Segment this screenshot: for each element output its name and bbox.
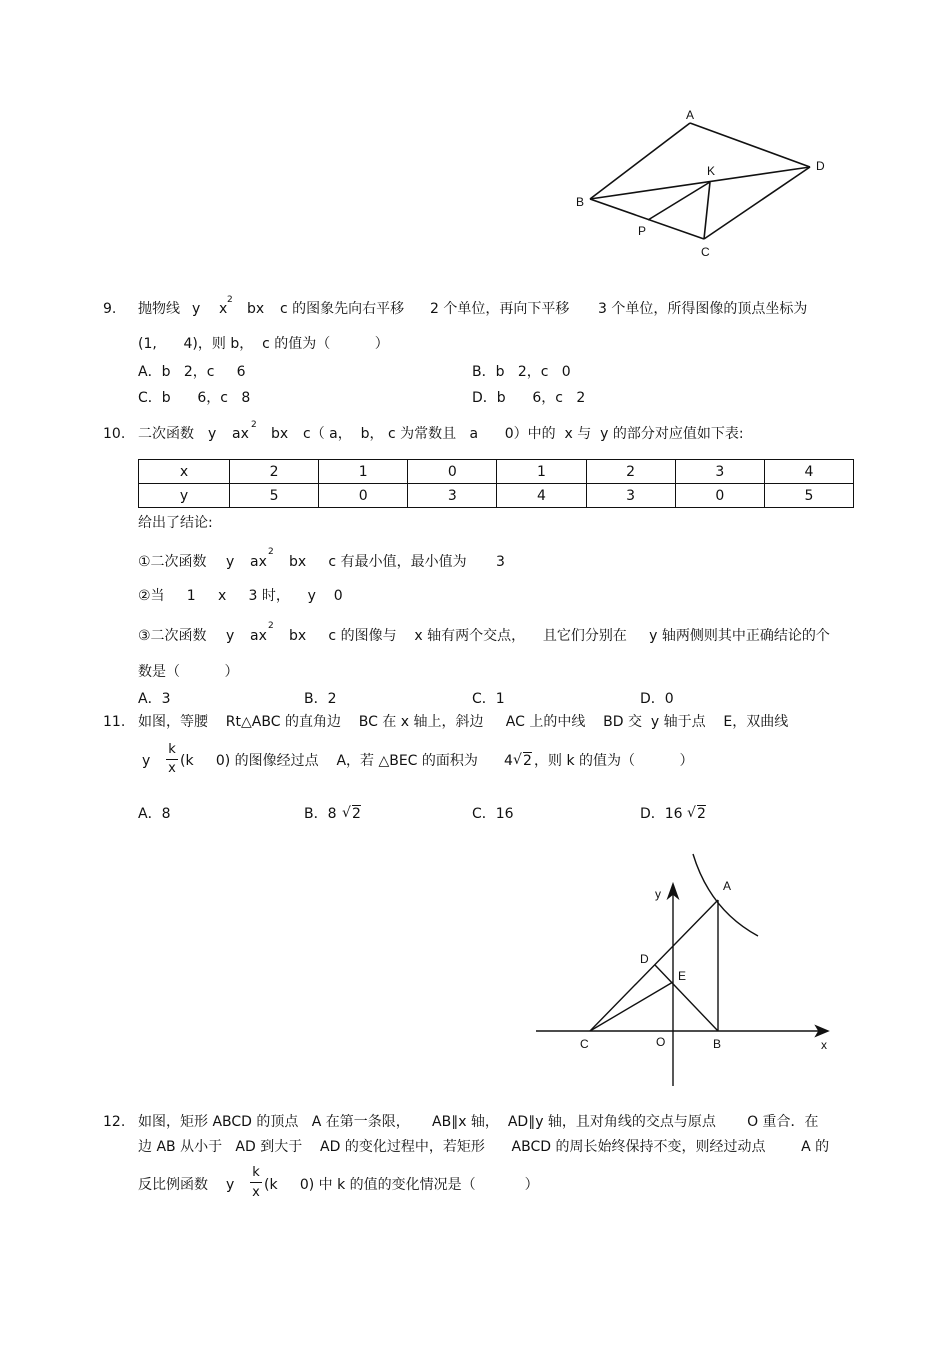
label-x: x	[821, 1038, 827, 1052]
q11-option-d: D．16	[640, 806, 683, 822]
table-cell: 0	[675, 484, 764, 508]
q10-term-ax: ax	[232, 426, 249, 442]
label-C: C	[701, 245, 710, 259]
q11-area-value: 4	[504, 753, 513, 769]
label-O: O	[656, 1035, 666, 1049]
q11-var-y: y	[142, 753, 151, 769]
table-row-y	[139, 484, 854, 508]
q10-c3-a: ③二次函数	[138, 628, 207, 644]
q10-c1-ax: ax	[250, 554, 267, 570]
q11-radical-sign: √	[513, 752, 522, 768]
q10-option-a: A．3	[138, 691, 171, 707]
q9-line-2: (1, 4)，则 b， c 的值为（ ）	[138, 336, 389, 352]
q10-c1-y: y	[226, 554, 235, 570]
table-cell: 2	[230, 460, 319, 484]
q9-text-d: 3 个单位，所得图像的顶点坐标为	[598, 301, 808, 317]
label-y: y	[655, 887, 661, 901]
q11-option-c: C．16	[472, 806, 514, 822]
q10-c3-rest: bx c 的图像与 x 轴有两个交点， 且它们分别在 y 轴两侧则其中正确结论的个	[289, 628, 830, 644]
table-cell: 3	[675, 460, 764, 484]
q9-text-b: c 的图象先向右平移	[280, 301, 405, 317]
q11-line-2-rest: (k 0) 的图像经过点 A，若 △BEC 的面积为	[180, 753, 478, 769]
q10-c2: ②当 1 x 3 时， y 0	[138, 588, 343, 604]
label-B: B	[713, 1037, 722, 1051]
q10-text-b: c（ a， b， c 为常数且 a 0）中的 x 与 y 的部分对应值如下表:	[303, 426, 744, 442]
q9-text-c: 2 个单位，再向下平移	[430, 301, 570, 317]
table-cell: 0	[408, 460, 497, 484]
table-cell: 1	[319, 460, 408, 484]
q10-given: 给出了结论:	[138, 515, 213, 531]
q11-option-d-radical: √	[687, 805, 696, 821]
q11-frac-numerator: k	[168, 742, 176, 757]
table-cell: 3	[408, 484, 497, 508]
q9-option-b: B．b 2，c 0	[472, 364, 571, 380]
q12-frac-denominator: x	[252, 1185, 260, 1200]
q9-term-bx: bx	[247, 301, 265, 317]
label-D: D	[816, 159, 825, 173]
q11-option-d-radicand: 2	[697, 806, 706, 822]
q11-option-b: B．8	[304, 806, 337, 822]
q11-option-a: A．8	[138, 806, 171, 822]
label-B: B	[576, 195, 585, 209]
q11-option-b-radical: √	[342, 805, 351, 821]
table-cell: 4	[497, 484, 586, 508]
table-cell: 2	[586, 460, 675, 484]
q10-option-b: B．2	[304, 691, 337, 707]
q9-option-c: C．b 6，c 8	[138, 390, 251, 406]
value-table	[138, 459, 854, 508]
q9-text-a: 抛物线	[138, 301, 180, 317]
q10-c1-value: 3	[496, 554, 505, 570]
q10-c3-line2: 数是（ ）	[138, 664, 239, 680]
q9-var-y: y	[192, 301, 201, 317]
q11-fraction-bar	[166, 759, 178, 760]
label-D: D	[640, 952, 649, 966]
q11-frac-denominator: x	[168, 761, 176, 776]
q12-number: 12.	[103, 1114, 126, 1130]
q9-option-d: D．b 6，c 2	[472, 390, 586, 406]
table-row-x	[139, 460, 854, 484]
table-cell: x	[139, 460, 230, 484]
table-cell: y	[139, 484, 230, 508]
figure-rhombus	[560, 100, 840, 270]
table-cell: 3	[586, 484, 675, 508]
label-E: E	[678, 969, 687, 983]
q11-line-1: 如图，等腰 Rt△ABC 的直角边 BC 在 x 轴上，斜边 AC 上的中线 BD 交 y 轴于点 E，双曲线	[138, 714, 789, 730]
q10-c3-ax: ax	[250, 628, 267, 644]
q10-c1-rest: bx c 有最小值，最小值为	[289, 554, 467, 570]
q10-number: 10.	[103, 426, 126, 442]
q10-c1-exponent: 2	[268, 547, 274, 557]
q10-c3-y: y	[226, 628, 235, 644]
q11-radicand: 2	[523, 753, 532, 769]
q12-fraction-bar	[250, 1182, 262, 1183]
q10-var-y: y	[208, 426, 217, 442]
q10-option-d: D．0	[640, 691, 674, 707]
q10-c3-exponent: 2	[268, 621, 274, 631]
q10-option-c: C．1	[472, 691, 505, 707]
q12-var-y: y	[226, 1177, 235, 1193]
table-cell: 0	[319, 484, 408, 508]
q9-option-a: A．b 2，c 6	[138, 364, 246, 380]
q10-c1-a: ①二次函数	[138, 554, 207, 570]
q12-line-3-a: 反比例函数	[138, 1177, 208, 1193]
q12-frac-numerator: k	[252, 1165, 260, 1180]
q10-exponent: 2	[251, 420, 257, 430]
q12-line-1: 如图，矩形 ABCD 的顶点 A 在第一条限， AB∥x 轴， AD∥y 轴，且对角线的交点与原点 O 重合．在	[138, 1114, 819, 1130]
q9-var-x: x	[219, 301, 228, 317]
figure-coordinate-plane	[530, 848, 840, 1090]
label-A: A	[723, 879, 732, 893]
table-cell: 5	[230, 484, 319, 508]
label-K: K	[707, 164, 716, 178]
q11-option-b-radicand: 2	[352, 806, 361, 822]
q9-exponent: 2	[227, 295, 233, 305]
q10-term-bx: bx	[271, 426, 289, 442]
q11-number: 11.	[103, 714, 126, 730]
label-A: A	[686, 108, 695, 122]
q12-line-3-rest: (k 0) 中 k 的值的变化情况是（ ）	[264, 1177, 539, 1193]
table-cell: 4	[764, 460, 853, 484]
table-cell: 5	[764, 484, 853, 508]
q9-number: 9.	[103, 301, 117, 317]
label-C: C	[580, 1037, 589, 1051]
table-cell: 1	[497, 460, 586, 484]
q10-text-a: 二次函数	[138, 426, 194, 442]
q12-line-2: 边 AB 从小于 AD 到大于 AD 的变化过程中，若矩形 ABCD 的周长始终保持不变，则经过动点 A 的	[138, 1139, 830, 1155]
label-P: P	[638, 224, 647, 238]
q11-line-2-end: ，则 k 的值为（ ）	[534, 753, 694, 769]
